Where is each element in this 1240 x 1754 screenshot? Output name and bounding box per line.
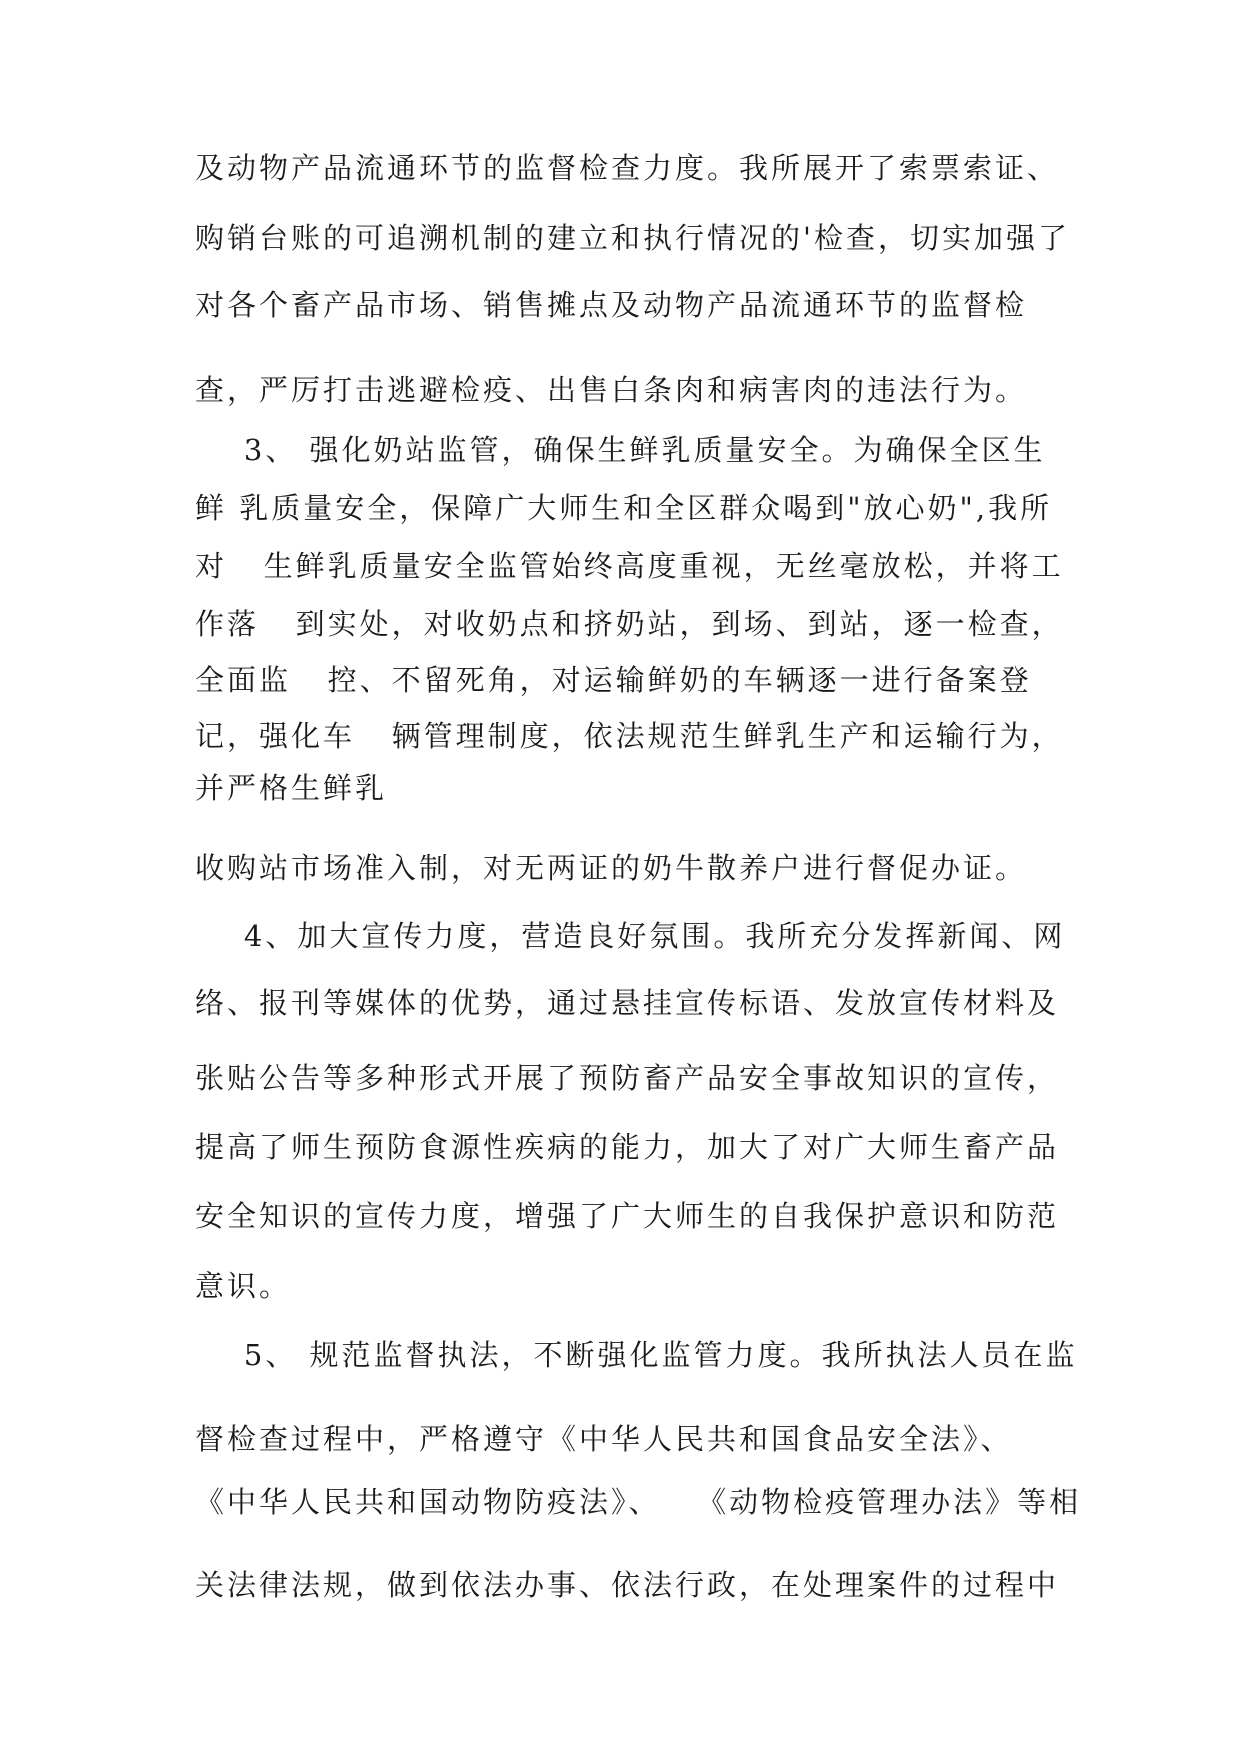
text-line: 记，强化车 辆管理制度，依法规范生鲜乳生产和运输行为， <box>195 719 1064 753</box>
text-line: 《中华人民共和国动物防疫法》、 《动物检疫管理办法》等相 <box>195 1485 1082 1519</box>
text-line: 全面监 控、不留死角，对运输鲜奶的车辆逐一进行备案登 <box>195 663 1032 697</box>
text-line: 安全知识的宣传力度，增强了广大师生的自我保护意识和防范 <box>195 1199 1060 1233</box>
text-line: 作落 到实处，对收奶点和挤奶站，到场、到站，逐一检查， <box>195 607 1064 641</box>
text-line: 对各个畜产品市场、销售摊点及动物产品流通环节的监督检 <box>195 288 1028 322</box>
text-line: 购销台账的可追溯机制的建立和执行情况的'检查，切实加强了 <box>195 221 1070 255</box>
text-line: 4、加大宣传力度，营造良好氛围。我所充分发挥新闻、网 <box>195 919 1066 953</box>
text-line: 意识。 <box>195 1269 292 1303</box>
text-line: 提高了师生预防食源性疾病的能力，加大了对广大师生畜产品 <box>195 1130 1060 1164</box>
text-line: 及动物产品流通环节的监督检查力度。我所展开了索票索证、 <box>195 151 1060 185</box>
text-line: 并严格生鲜乳 <box>195 771 388 805</box>
text-line: 张贴公告等多种形式开展了预防畜产品安全事故知识的宣传， <box>195 1061 1060 1095</box>
text-line: 鲜 乳质量安全，保障广大师生和全区群众喝到"放心奶",我所 <box>195 491 1053 525</box>
text-line: 查，严厉打击逃避检疫、出售白条肉和病害肉的违法行为。 <box>195 373 1028 407</box>
text-line: 5、 规范监督执法，不断强化监管力度。我所执法人员在监 <box>195 1338 1078 1372</box>
text-line: 络、报刊等媒体的优势，通过悬挂宣传标语、发放宣传材料及 <box>195 986 1060 1020</box>
text-line: 关法律法规，做到依法办事、依法行政，在处理案件的过程中 <box>195 1568 1060 1602</box>
text-line: 对 生鲜乳质量安全监管始终高度重视，无丝毫放松，并将工 <box>195 549 1064 583</box>
text-line: 3、 强化奶站监管，确保生鲜乳质量安全。为确保全区生 <box>195 433 1046 467</box>
text-line: 督检查过程中，严格遵守《中华人民共和国食品安全法》、 <box>195 1422 1013 1456</box>
text-line: 收购站市场准入制，对无两证的奶牛散养户进行督促办证。 <box>195 851 1028 885</box>
